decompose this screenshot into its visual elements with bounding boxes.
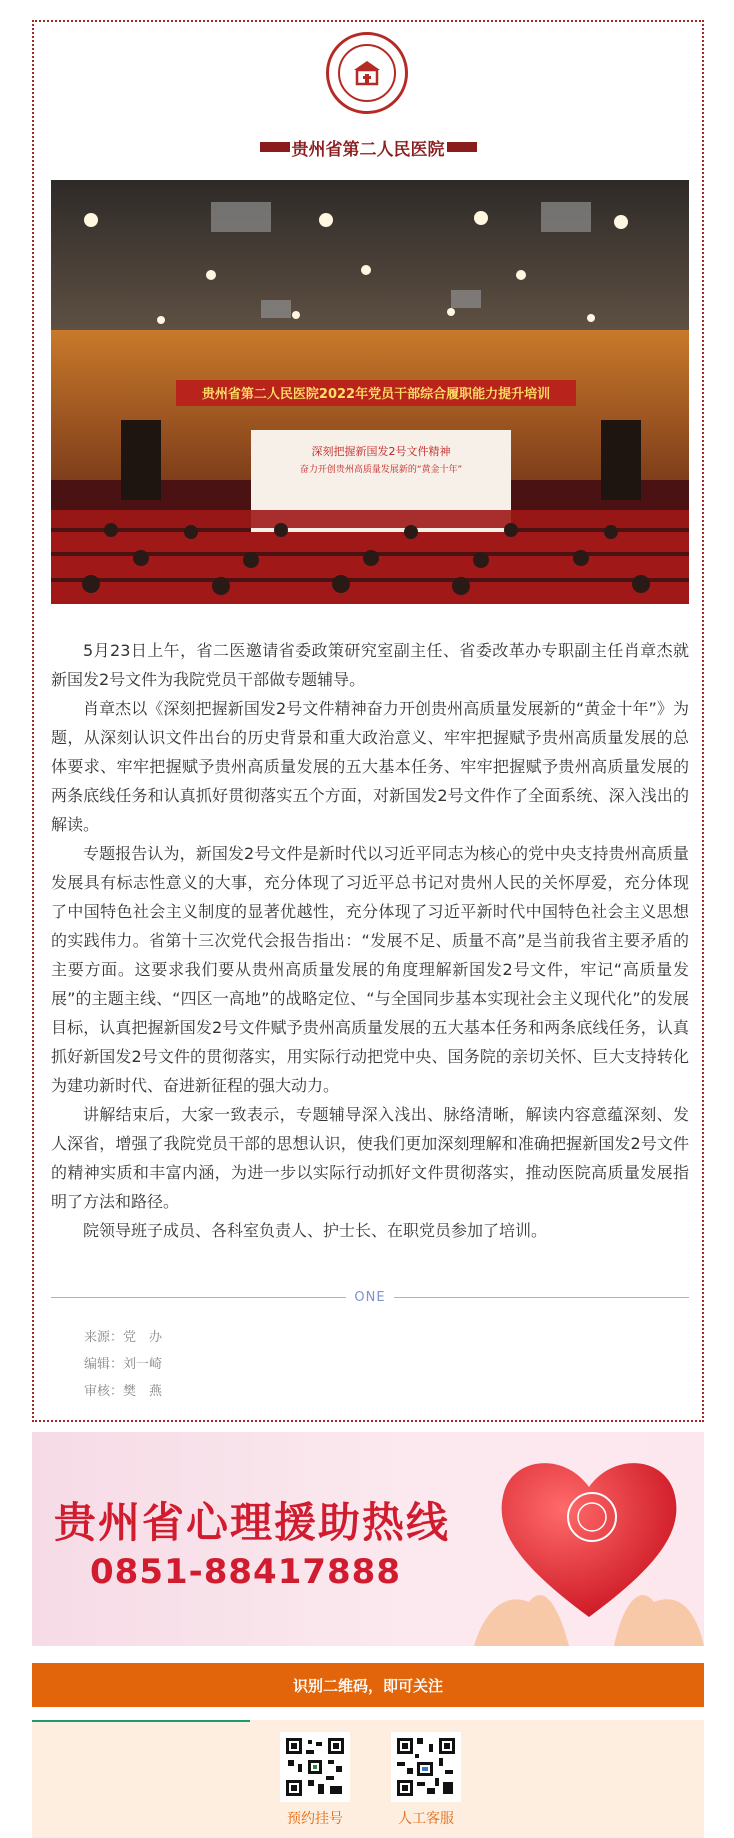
hospital-name: 贵州省第二人民医院 xyxy=(291,139,445,160)
title-right-bar xyxy=(447,142,477,152)
divider-label: ONE xyxy=(354,1289,386,1305)
hospital-logo xyxy=(326,32,408,114)
credit-editor: 编辑：刘一崎 xyxy=(84,1357,163,1372)
article-body xyxy=(51,636,689,1245)
qr-customer-service[interactable] xyxy=(386,1732,466,1828)
stage-banner-text: 贵州省第二人民医院2022年党员干部综合履职能力提升培训 xyxy=(201,387,551,402)
qr-code-icon[interactable] xyxy=(280,1732,350,1802)
follow-prompt: 识别二维码，即可关注 xyxy=(292,1676,443,1695)
hero-photo xyxy=(51,180,689,604)
qr-accent-line xyxy=(32,1720,250,1722)
article-paragraph: 院领导班子成员、各科室负责人、护士长、在职党员参加了培训。 xyxy=(83,1221,548,1240)
title-left-bar xyxy=(260,142,290,152)
heart-hands-icon xyxy=(474,1432,704,1646)
hospital-building-icon xyxy=(350,56,384,90)
qr-appointment[interactable] xyxy=(275,1732,355,1828)
divider-line-left xyxy=(51,1297,346,1298)
screen-line-1: 深刻把握新国发2号文件精神 xyxy=(311,445,451,458)
qr-code-icon[interactable] xyxy=(391,1732,461,1802)
article-paragraph: 肖章杰以《深刻把握新国发2号文件精神奋力开创贵州高质量发展新的“黄金十年”》为题，从深刻认识文件出台的历史背景和重大政治意义、牢牢把握赋予贵州高质量发展的总体要求、牢牢把握赋予贵州高质量发展的五大基本任务、牢牢把握赋予贵州高质量发展的两条底线任务和认真抓好贯彻落实五个方面，对新国发2号文件作了全面系统、深入浅出的解读。 xyxy=(51,699,689,834)
qr-section xyxy=(32,1720,704,1838)
qr-appointment-label: 预约挂号 xyxy=(287,1811,343,1827)
follow-prompt-bar xyxy=(32,1663,704,1707)
article-paragraph: 专题报告认为，新国发2号文件是新时代以习近平同志为核心的党中央支持贵州高质量发展具有标志性意义的大事，充分体现了习近平总书记对贵州人民的关怀厚爱，充分体现了中国特色社会主义制度的显著优越性，充分体现了习近平新时代中国特色社会主义思想的实践伟力。省第十三次党代会报告指出：“发展不足、质量不高”是当前我省主要矛盾的主要方面。这要求我们要从贵州高质量发展的角度理解新国发2号文件，牢记“高质量发展”的主题主线、“四区一高地”的战略定位、“与全国同步基本实现社会主义现代化”的发展目标，认真把握新国发2号文件赋予贵州高质量发展的五大基本任务和两条底线任务，认真抓好新国发2号文件的贯彻落实，用实际行动把党中央、国务院的亲切关怀、巨大支持转化为建功新时代、奋进新征程的强大动力。 xyxy=(51,844,689,1095)
logo-emblem-icon xyxy=(338,44,396,102)
article-paragraph: 5月23日上午，省二医邀请省委政策研究室副主任、省委改革办专职副主任肖章杰就新国发2号文件为我院党员干部做专题辅导。 xyxy=(51,641,689,689)
credit-source: 来源：党 办 xyxy=(84,1330,163,1345)
credits xyxy=(84,1324,162,1405)
section-divider xyxy=(51,1286,689,1308)
article-paragraph: 讲解结束后，大家一致表示，专题辅导深入浅出、脉络清晰，解读内容意蕴深刻、发人深省，增强了我院党员干部的思想认识，使我们更加深刻理解和准确把握新国发2号文件的精神实质和丰富内涵，为进一步以实际行动抓好文件贯彻落实，推动医院高质量发展指明了方法和路径。 xyxy=(51,1105,689,1211)
hospital-title xyxy=(32,132,704,162)
hotline-title: 贵州省心理援助热线 xyxy=(54,1498,451,1547)
credit-reviewer: 审核：樊 燕 xyxy=(84,1384,163,1399)
qr-customer-service-label: 人工客服 xyxy=(398,1811,454,1827)
hotline-banner[interactable] xyxy=(32,1432,704,1646)
screen-line-2: 奋力开创贵州高质量发展新的“黄金十年” xyxy=(299,465,463,475)
auditorium-illustration xyxy=(51,180,689,604)
divider-line-right xyxy=(394,1297,689,1298)
hotline-phone: 0851-88417888 xyxy=(90,1552,401,1592)
